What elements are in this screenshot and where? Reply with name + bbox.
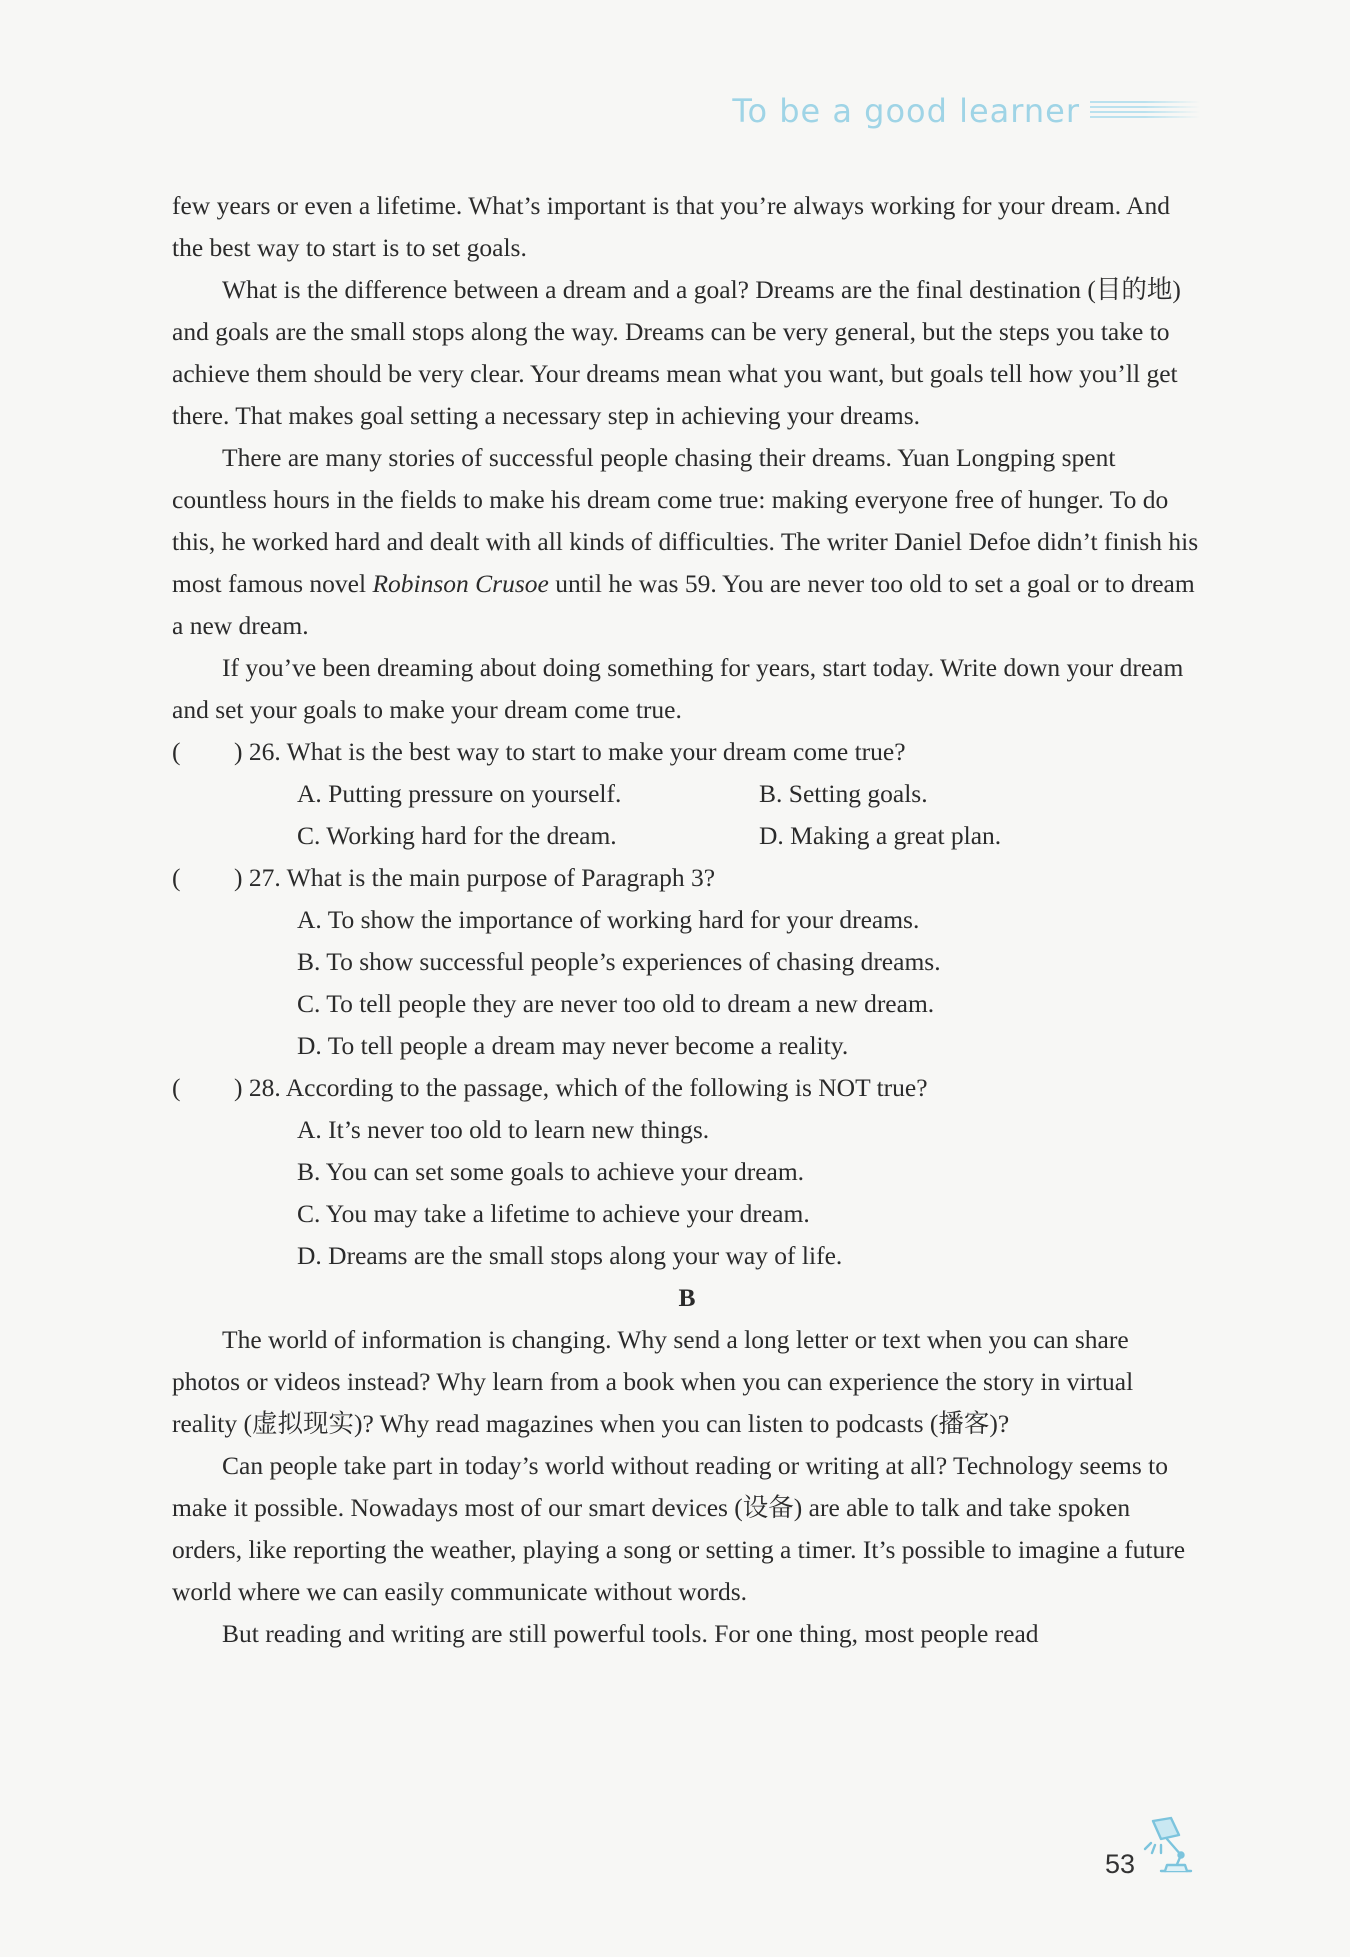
option-a: A. It’s never too old to learn new things. xyxy=(297,1115,710,1144)
passage-a-paragraph-1: few years or even a lifetime. What’s important is that you’re always working for your dream. And the best way to start is to set goals. xyxy=(172,191,1170,262)
passage-b-paragraph-3: But reading and writing are still powerful tools. For one thing, most people read xyxy=(222,1619,1039,1648)
page-number: 53 xyxy=(1105,1849,1136,1879)
answer-blank[interactable]: ( xyxy=(172,863,181,892)
passage-b-paragraph-2: Can people take part in today’s world without reading or writing at all? Technology seems to make it possible. Nowadays most of our smart devices (设备) are able to talk and take spoken orders, like reporting the weather, playing a song or setting a timer. It’s possible to imagine a future world where we can easily communicate without words. xyxy=(172,1451,1186,1606)
desk-lamp-icon xyxy=(1141,1815,1199,1882)
option-a: A. Putting pressure on yourself. xyxy=(297,779,622,808)
option-d: D. Dreams are the small stops along your way of life. xyxy=(297,1241,843,1270)
question-26-options-row-2 xyxy=(172,815,1202,857)
option-b: B. To show successful people’s experiences of chasing dreams. xyxy=(297,947,941,976)
running-header xyxy=(732,92,1200,130)
option-a: A. To show the importance of working hard for your dreams. xyxy=(297,905,920,934)
question-28 xyxy=(172,1067,1202,1109)
question-26-options-row-1 xyxy=(172,773,1202,815)
paragraph-3-text-start: There are many stories of successful people chasing their dreams. Yuan Longping spent countless hours in the fields to make his dream come true: making everyone free of hunger. To do this, he worked hard and dealt with all kinds of difficulties. The writer Daniel Defoe didn’t finish his most famous novel xyxy=(172,443,1199,598)
question-stem: ) 26. What is the best way to start to make your dream come true? xyxy=(234,737,906,766)
passage-a-paragraph-2: What is the difference between a dream and a goal? Dreams are the final destination (目的地) and goals are the small stops along the way. Dreams can be very general, but the steps you take to achieve them should be very clear. Your dreams mean what you want, but goals tell how you’ll get there. That makes goal setting a necessary step in achieving your dreams. xyxy=(172,275,1181,430)
chapter-title: To be a good learner xyxy=(732,92,1080,130)
option-d: D. Making a great plan. xyxy=(759,821,1002,850)
question-27 xyxy=(172,857,1202,899)
option-b: B. You can set some goals to achieve your dream. xyxy=(297,1157,805,1186)
option-b: B. Setting goals. xyxy=(759,779,928,808)
option-c: C. Working hard for the dream. xyxy=(297,821,617,850)
option-d: D. To tell people a dream may never become a reality. xyxy=(297,1031,849,1060)
paragraph-3-text-end: until he was 59. You are never too old to set a goal or to dream a new dream. xyxy=(172,569,1195,640)
passage-a-paragraph-4: If you’ve been dreaming about doing something for years, start today. Write down your dream and set your goals to make your dream come true. xyxy=(172,653,1184,724)
option-c: C. You may take a lifetime to achieve your dream. xyxy=(297,1199,810,1228)
answer-blank[interactable]: ( xyxy=(172,1073,181,1102)
section-b-heading: B xyxy=(678,1283,696,1312)
answer-blank[interactable]: ( xyxy=(172,737,181,766)
question-26 xyxy=(172,731,1202,773)
passage-b-paragraph-1: The world of information is changing. Why send a long letter or text when you can share photos or videos instead? Why learn from a book when you can experience the story in virtual reality (虚拟现实)? Why read magazines when you can listen to podcasts (播客)? xyxy=(172,1325,1134,1438)
reading-content xyxy=(172,185,1202,1655)
header-stripes-decoration xyxy=(1090,101,1200,121)
question-stem: ) 27. What is the main purpose of Paragraph 3? xyxy=(234,863,716,892)
option-c: C. To tell people they are never too old to dream a new dream. xyxy=(297,989,935,1018)
novel-title: Robinson Crusoe xyxy=(372,569,549,598)
question-stem: ) 28. According to the passage, which of the following is NOT true? xyxy=(234,1073,928,1102)
page-footer xyxy=(1105,1815,1199,1882)
passage-a-paragraph-3 xyxy=(172,437,1202,647)
